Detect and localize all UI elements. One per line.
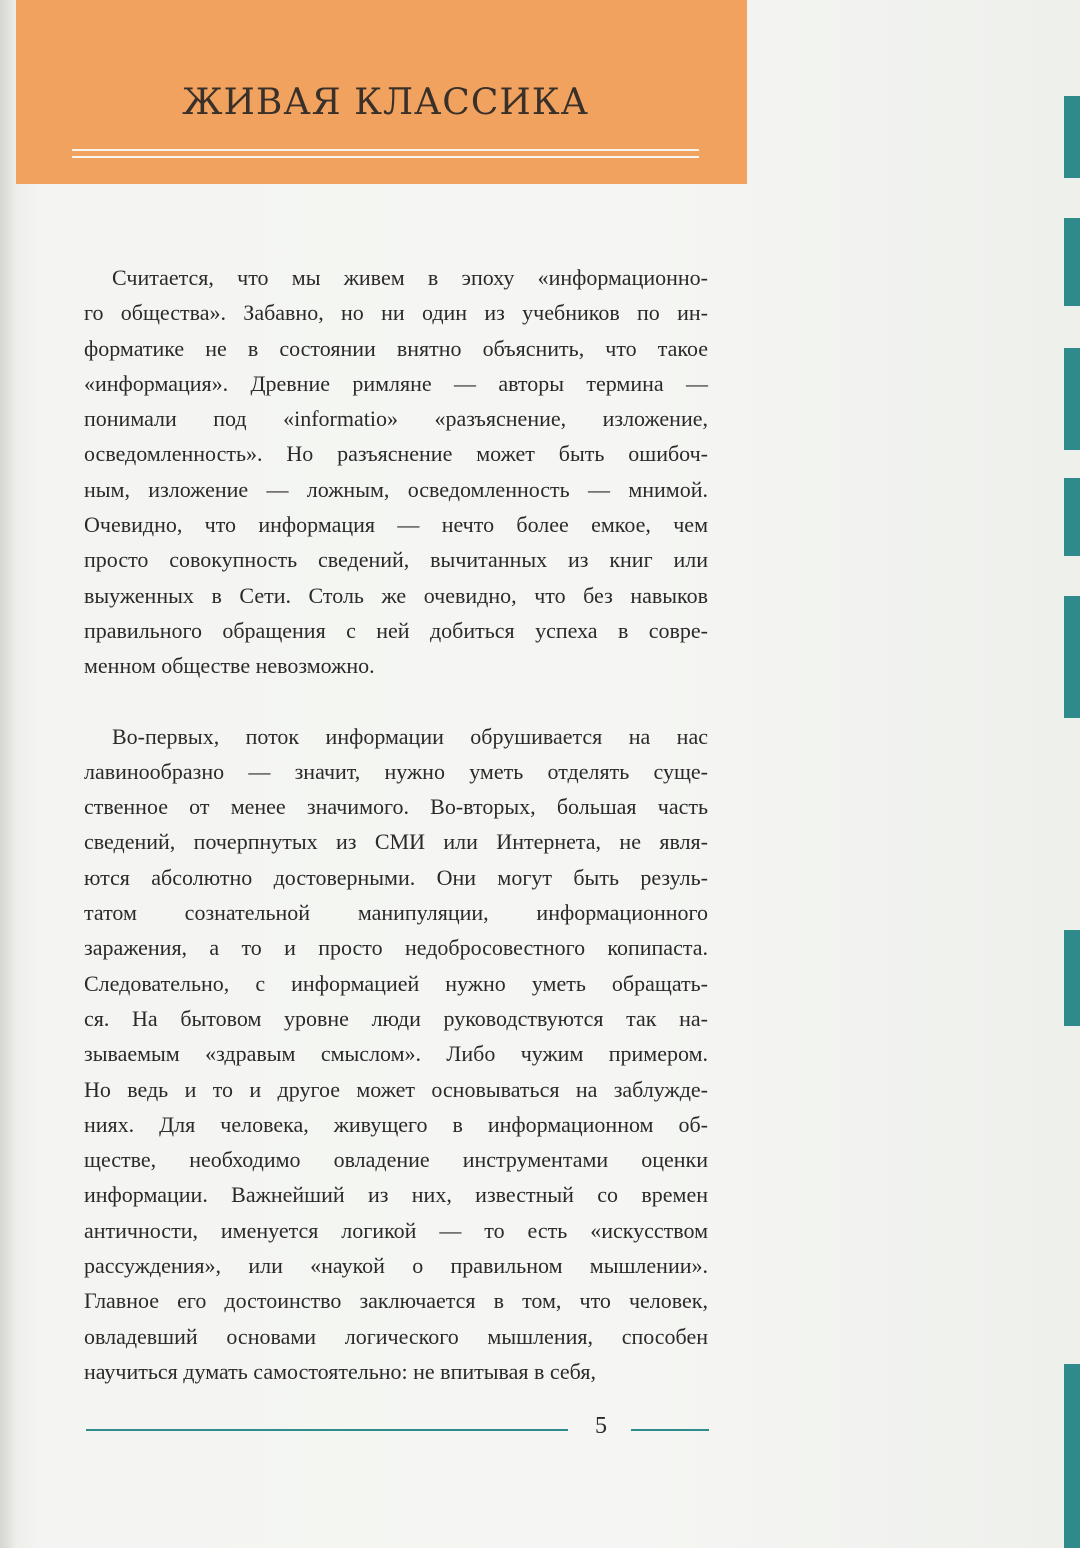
section-title: ЖИВАЯ КЛАССИКА <box>182 82 589 123</box>
footer-rule-right <box>631 1429 709 1431</box>
text-line: ся. На бытовом уровне люди руководствуются так на- <box>84 1005 708 1031</box>
text-line: ниях. Для человека, живущего в информационном об- <box>84 1111 708 1137</box>
paragraph <box>84 719 708 1390</box>
text-line: ственное от менее значимого. Во-вторых, большая часть <box>84 794 708 820</box>
page-gutter-shadow <box>0 0 16 1548</box>
text-line: осведомленность». Но разъяснение может быть ошибоч- <box>84 441 708 467</box>
text-line: научиться думать самостоятельно: не впитывая в себя, <box>84 1358 596 1384</box>
text-line: ются абсолютно достоверными. Они могут быть резуль- <box>84 864 708 890</box>
paragraph <box>84 260 708 684</box>
header-rule-bottom <box>72 156 699 158</box>
edge-tab-marker <box>1064 930 1080 1026</box>
paragraph-gap <box>84 684 708 719</box>
header-rule-top <box>72 149 699 151</box>
edge-tab-marker <box>1064 596 1080 718</box>
text-line: Во-первых, поток информации обрушивается на нас <box>112 723 708 749</box>
text-line: просто совокупность сведений, вычитанных из книг или <box>84 547 708 573</box>
text-line: лавинообразно — значит, нужно уметь отделять суще- <box>84 758 708 784</box>
text-line: Очевидно, что информация — нечто более емкое, чем <box>84 512 708 538</box>
text-line: античности, именуется логикой — то есть «искусством <box>84 1217 708 1243</box>
text-line: Но ведь и то и другое может основываться на заблужде- <box>84 1076 708 1102</box>
edge-tab-marker <box>1064 348 1080 450</box>
text-line: го общества». Забавно, но ни один из учебников по ин- <box>84 300 708 326</box>
edge-tab-marker <box>1064 478 1080 556</box>
text-line: форматике не в состоянии внятно объяснить, что такое <box>84 335 708 361</box>
text-line: зываемым «здравым смыслом». Либо чужим примером. <box>84 1041 708 1067</box>
edge-tab-marker <box>1064 1364 1080 1548</box>
text-line: «информация». Древние римляне — авторы термина — <box>84 370 708 396</box>
text-line: сведений, почерпнутых из СМИ или Интернета, не явля- <box>84 829 708 855</box>
edge-tab-marker <box>1064 96 1080 178</box>
text-line: рассуждения», или «наукой о правильном мышлении». <box>84 1253 708 1279</box>
edge-tab-marker <box>1064 218 1080 306</box>
text-line: выуженных в Сети. Столь же очевидно, что без навыков <box>84 582 708 608</box>
text-line: ным, изложение — ложным, осведомленность — мнимой. <box>84 476 708 502</box>
text-line: овладевший основами логического мышления, способен <box>84 1323 708 1349</box>
text-line: правильного обращения с ней добиться успеха в совре- <box>84 617 708 643</box>
footer-rule-left <box>86 1429 568 1431</box>
text-line: Главное его достоинство заключается в том, что человек, <box>84 1288 708 1314</box>
text-line: понимали под «informatio» «разъяснение, изложение, <box>84 406 708 432</box>
page-number: 5 <box>595 1413 607 1439</box>
text-line: Следовательно, с информацией нужно уметь обращать- <box>84 970 708 996</box>
text-line: татом сознательной манипуляции, информационного <box>84 900 708 926</box>
body-text <box>84 260 708 1389</box>
text-line: менном обществе невозможно. <box>84 653 375 679</box>
text-line: информации. Важнейший из них, известный со времен <box>84 1182 708 1208</box>
text-line: ществе, необходимо овладение инструментами оценки <box>84 1147 708 1173</box>
text-line: заражения, а то и просто недобросовестного копипаста. <box>84 935 708 961</box>
text-line: Считается, что мы живем в эпоху «информационно- <box>112 265 708 290</box>
